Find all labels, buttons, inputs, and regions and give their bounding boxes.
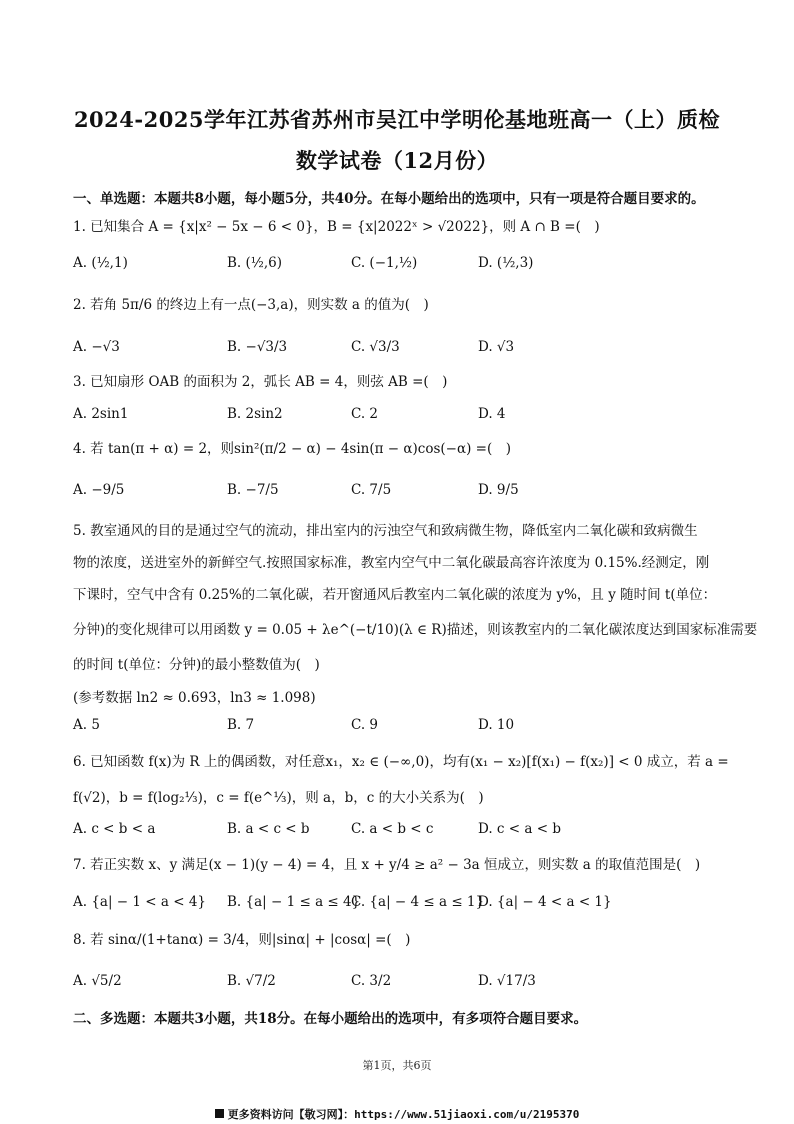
question-6-option-c: C. a < b < c (351, 821, 434, 837)
question-1-option-b: B. (½,6) (227, 255, 283, 271)
question-8-option-d: D. √17/3 (478, 973, 536, 989)
question-5-line-3: 下课时，空气中含有 0.25%的二氧化碳，若开窗通风后教室内二氧化碳的浓度为 y%，且 y 随时间 t(单位： (73, 587, 717, 603)
question-1-option-a: A. (½,1) (73, 255, 128, 271)
question-5-option-b: B. 7 (227, 717, 255, 733)
question-2-stem: 2. 若角 5π/6 的终边上有一点(−3,a)，则实数 a 的值为( ) (73, 297, 429, 313)
flag-icon (215, 1109, 224, 1118)
question-8-option-b: B. √7/2 (227, 973, 276, 989)
question-7-option-c: C. {a| − 4 ≤ a ≤ 1} (351, 894, 485, 910)
question-8-option-c: C. 3/2 (351, 973, 392, 989)
question-4-option-a: A. −9/5 (73, 482, 125, 498)
question-2-option-a: A. −√3 (73, 339, 120, 355)
question-8-options (73, 973, 733, 995)
question-5-line-2: 物的浓度，送进室外的新鲜空气.按照国家标准，教室内空气中二氧化碳最高容许浓度为 0.15%.经测定，刚 (73, 555, 710, 571)
question-5-line-4: 分钟)的变化规律可以用函数 y = 0.05 + λe^(−t/10)(λ ∈ R)描述，则该教室内的二氧化碳浓度达到国家标准需要 (73, 622, 758, 638)
question-3-options (73, 406, 733, 428)
question-6-line-2: f(√2)，b = f(log₂⅓)，c = f(e^⅓)，则 a，b，c 的大小关系为( ) (73, 790, 484, 806)
section-heading-multi-choice: 二、多选题：本题共3小题，共18分。在每小题给出的选项中，有多项符合题目要求。 (73, 1011, 588, 1027)
question-2-options (73, 339, 733, 361)
question-4-options (73, 482, 733, 504)
page-number-footer: 第1页，共6页 (362, 1059, 432, 1072)
question-1-option-d: D. (½,3) (478, 255, 534, 271)
question-5-option-c: C. 9 (351, 717, 379, 733)
question-5-options (73, 717, 733, 739)
question-5-line-1: 5. 教室通风的目的是通过空气的流动，排出室内的污浊空气和致病微生物，降低室内二氧化碳和致病微生 (73, 523, 698, 539)
question-5-option-d: D. 10 (478, 717, 515, 733)
question-7-options (73, 894, 733, 916)
question-8-option-a: A. √5/2 (73, 973, 122, 989)
question-4-option-b: B. −7/5 (227, 482, 279, 498)
question-5-line-5: 的时间 t(单位：分钟)的最小整数值为( ) (73, 657, 320, 673)
question-2-option-d: D. √3 (478, 339, 515, 355)
question-8-stem: 8. 若 sinα/(1+tanα) = 3/4，则|sinα| + |cosα| =( ) (73, 932, 411, 948)
question-3-option-b: B. 2sin2 (227, 406, 283, 422)
question-4-option-d: D. 9/5 (478, 482, 519, 498)
question-4-option-c: C. 7/5 (351, 482, 392, 498)
question-6-option-d: D. c < a < b (478, 821, 561, 837)
question-3-option-a: A. 2sin1 (73, 406, 129, 422)
question-1-options (73, 255, 733, 277)
question-7-option-b: B. {a| − 1 ≤ a ≤ 4} (227, 894, 361, 910)
exam-title: 2024-2025学年江苏省苏州市吴江中学明伦基地班高一（上）质检 (73, 107, 721, 132)
question-6-options (73, 821, 733, 843)
question-4-stem: 4. 若 tan(π + α) = 2，则sin²(π/2 − α) − 4sin(π − α)cos(−α) =( ) (73, 441, 511, 457)
question-7-option-d: D. {a| − 4 < a < 1} (478, 894, 612, 910)
question-1-option-c: C. (−1,½) (351, 255, 418, 271)
question-5-option-a: A. 5 (73, 717, 100, 733)
question-6-option-b: B. a < c < b (227, 821, 310, 837)
question-7-option-a: A. {a| − 1 < a < 4} (73, 894, 207, 910)
question-2-option-b: B. −√3/3 (227, 339, 288, 355)
exam-subtitle: 数学试卷（12月份） (295, 148, 499, 173)
promo-link-text[interactable]: 更多资料访问【敬习网】：https://www.51jiaoxi.com/u/2195370 (227, 1108, 580, 1121)
question-3-option-d: D. 4 (478, 406, 506, 422)
promo-link-line[interactable] (0, 1106, 794, 1122)
question-6-option-a: A. c < b < a (73, 821, 156, 837)
question-7-stem: 7. 若正实数 x、y 满足(x − 1)(y − 4) = 4，且 x + y/4 ≥ a² − 3a 恒成立，则实数 a 的取值范围是( ) (73, 857, 701, 873)
question-1-stem: 1. 已知集合 A = {x|x² − 5x − 6 < 0}，B = {x|2022ˣ > √2022}，则 A ∩ B =( ) (73, 219, 600, 235)
question-3-stem: 3. 已知扇形 OAB 的面积为 2，弧长 AB = 4，则弦 AB =( ) (73, 374, 448, 390)
question-3-option-c: C. 2 (351, 406, 379, 422)
question-5-reference-data: (参考数据 ln2 ≈ 0.693，ln3 ≈ 1.098) (73, 690, 316, 706)
section-heading-single-choice: 一、单选题：本题共8小题，每小题5分，共40分。在每小题给出的选项中，只有一项是符合题目要求的。 (73, 191, 705, 207)
question-2-option-c: C. √3/3 (351, 339, 400, 355)
question-6-line-1: 6. 已知函数 f(x)为 R 上的偶函数，对任意x₁，x₂ ∈ (−∞,0)，均有(x₁ − x₂)[f(x₁) − f(x₂)] < 0 成立，若 a = (73, 754, 729, 770)
